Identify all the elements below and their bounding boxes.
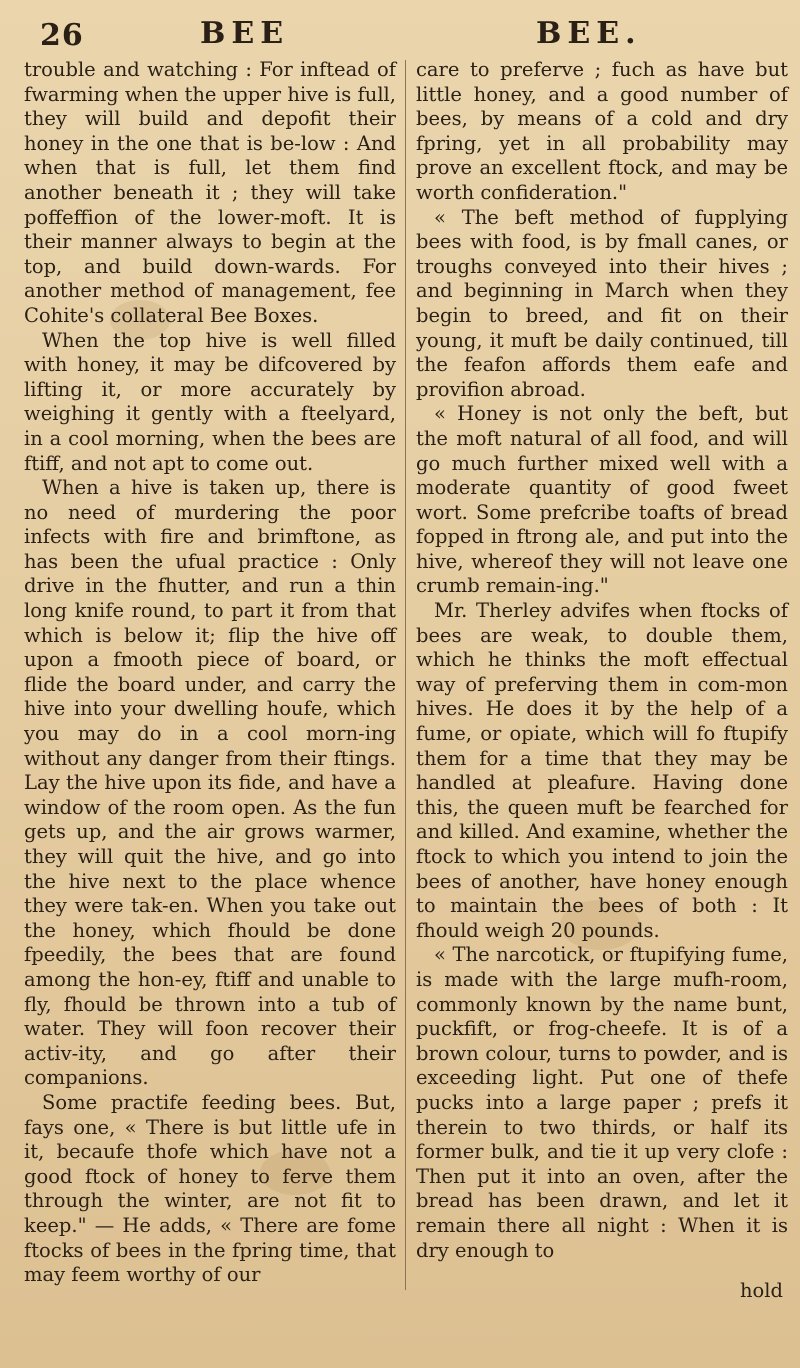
running-head-right: BEE. xyxy=(536,16,642,51)
page-number: 26 xyxy=(40,18,84,53)
paragraph: trouble and watching : For inftead of fwarming when the upper hive is full, they will build and depofit their honey in the one that is be-low : And when that is full, let them find another beneath it ; they will take poffeffion of the lower-moft. It is their manner always to begin at the top, and build down-wards. For another method of management, fee Cohite's collateral Bee Boxes. xyxy=(24,58,396,327)
catchword: hold xyxy=(740,1279,784,1302)
right-column xyxy=(416,58,788,1263)
column-divider xyxy=(405,60,406,1290)
left-column xyxy=(24,58,396,1288)
paragraph: « The narcotick, or ftupifying fume, is made with the large mufh-room, commonly known by the name bunt, puckfift, or frog-cheefe. It is of a brown colour, turns to powder, and is exceeding light. Put one of thefe pucks into a large paper ; prefs it therein to two thirds, or half its former bulk, and tie it up very clofe : Then put it into an oven, after the bread has been drawn, and let it remain there all night : When it is dry enough to xyxy=(416,943,788,1262)
running-head-left: BEE xyxy=(200,16,290,51)
paragraph: Mr. Therley advifes when ftocks of bees are weak, to double them, which he thinks the moft effectual way of preferving them in com-mon hives. He does it by the help of a fume, or opiate, which will fo ftupify them for a time that they may be handled at pleafure. Having done this, the queen muft be fearched for and killed. And examine, whether the ftock to which you intend to join the bees of another, have honey enough to maintain the bees of both : It fhould weigh 20 pounds. xyxy=(416,599,788,942)
page-header xyxy=(0,14,800,64)
paragraph: « Honey is not only the beft, but the moft natural of all food, and will go much further mixed well with a moderate quantity of good fweet wort. Some prefcribe toafts of bread fopped in ftrong ale, and put into the hive, whereof they will not leave one crumb remain-ing." xyxy=(416,402,788,598)
paragraph: care to preferve ; fuch as have but little honey, and a good number of bees, by means of a cold and dry fpring, yet in all probability may prove an excellent ftock, and may be worth confideration." xyxy=(416,58,788,204)
paragraph: When a hive is taken up, there is no need of murdering the poor infects with fire and brimftone, as has been the ufual practice : Only drive in the fhutter, and run a thin long knife round, to part it from that which is below it; flip the hive off upon a fmooth piece of board, or flide the board under, and carry the hive into your dwelling houfe, which you may do in a cool morn-ing without any danger from their ftings. Lay the hive upon its fide, and have a window of the room open. As the fun gets up, and the air grows warmer, they will quit the hive, and go into the hive next to the place whence they were tak-en. When you take out the honey, which fhould be done fpeedily, the bees that are found among the hon-ey, ftiff and unable to fly, fhould be thrown into a tub of water. They will foon recover their activ-ity, and go after their companions. xyxy=(24,476,396,1090)
paragraph: « The beft method of fupplying bees with food, is by fmall canes, or troughs conveyed into their hives ; and beginning in March when they begin to breed, and fit on their young, it muft be daily continued, till the feafon affords them eafe and provifion abroad. xyxy=(416,205,788,401)
paragraph: Some practife feeding bees. But, fays one, « There is but little ufe in it, becaufe thofe which have not a good ftock of honey to ferve them through the winter, are not fit to keep." — He adds, « There are fome ftocks of bees in the fpring time, that may feem worthy of our xyxy=(24,1090,396,1287)
paragraph: When the top hive is well filled with honey, it may be difcovered by lifting it, or more accurately by weighing it gently with a fteelyard, in a cool morning, when the bees are ftiff, and not apt to come out. xyxy=(24,328,396,475)
